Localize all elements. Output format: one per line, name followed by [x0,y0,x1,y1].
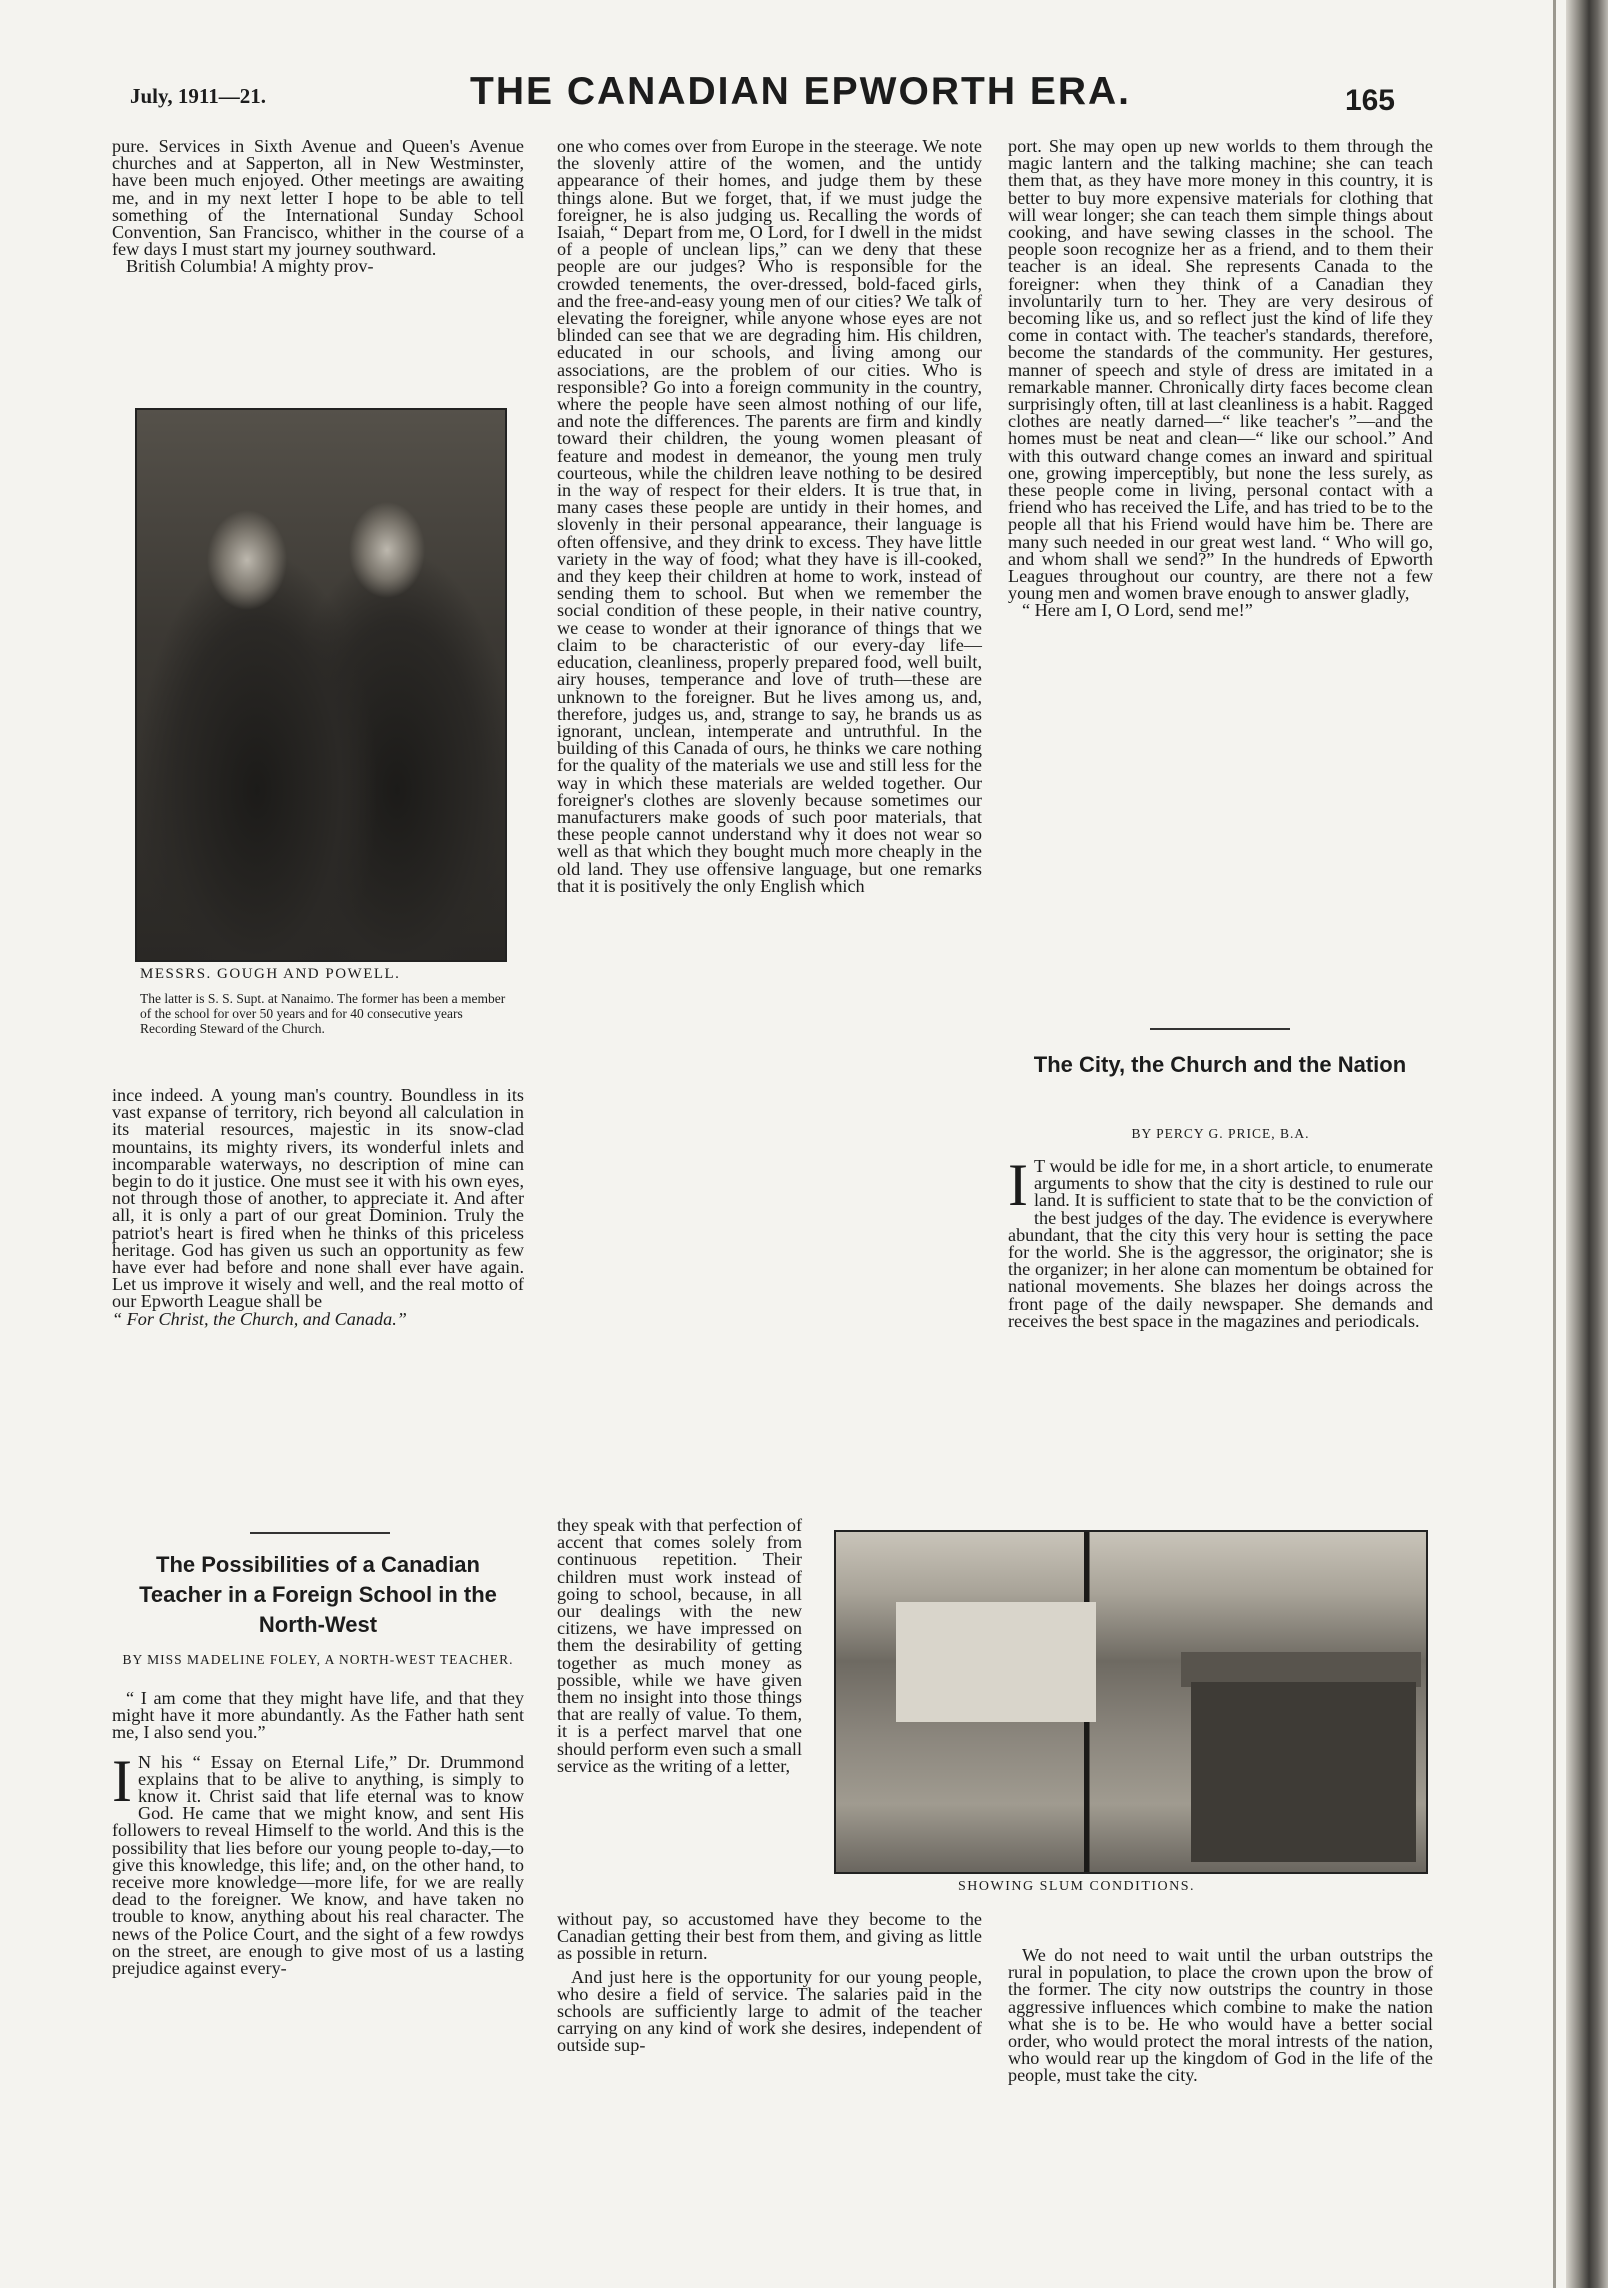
drop-cap: I [1008,1152,1028,1218]
article-body [1008,1152,1433,1331]
col2-narrow-text: they speak with that perfection of accent that comes solely from continuous repetition. Their children must work instead of going to school, because, in all our dealings with the new citizens, we have impressed on them the desirability of getting together as much money as possible, while we have given them no insight into those things that are really of value. To them, it is a perfect marvel that one should perform even such a small service as the writing of a letter, [557,1515,802,1776]
article-byline: BY PERCY G. PRICE, B.A. [1131,1126,1310,1141]
column-1 [112,138,524,276]
divider [1150,1028,1290,1030]
column-2-bottom [557,1911,982,2055]
col1-paragraph: British Columbia! A mighty prov- [126,256,374,277]
column-3 [1008,138,1433,620]
slum-photo-caption: SHOWING SLUM CONDITIONS. [958,1879,1196,1894]
closing-quote: “ Here am I, O Lord, send me!” [1022,600,1253,621]
column-3-bottom [1008,1947,1433,2085]
portrait-photo [135,408,507,962]
col2-paragraph: And just here is the opportunity for our young people, who desire a field of service. The salaries paid in the schools are sufficiently large to admit of the teacher carrying on any kind of work she desires, independent of outside sup- [557,1966,982,2056]
article-body [112,1690,524,1977]
article-body-text: N his “ Essay on Eternal Life,” Dr. Drummond explains that to be alive to anything, is simply to know it. Christ said that life eternal was to know God. He came that we might know, and sent His followers to reveal Himself to the world. And this is the possibility that lies before our young people to-day,—to give this knowledge, this life; and, on the other hand, to receive more knowledge—more life, for we are really dead to the foreigner. We know, and have taken no trouble to know, anything about his real character. The news of the Police Court, and the sight of a few rowdys on the street, are enough to give most of us a lasting prejudice against every- [112,1751,524,1979]
publication-title: THE CANADIAN EPWORTH ERA. [470,70,1131,113]
league-motto: “ For Christ, the Church, and Canada.” [112,1308,407,1329]
col2-paragraph: without pay, so accustomed have they become to the Canadian getting their best from them, and giving as little as possible in return. [557,1909,982,1964]
epigraph: “ I am come that they might have life, and that they might have it more abundantly. As the Father hath sent me, I also send you.” [112,1688,524,1743]
col2-paragraph: one who comes over from Europe in the steerage. We note the slovenly attire of the women, and the untidy appearance of their homes, and judge them by these things alone. But we forget, that, if we must judge the foreigner, he is also judging us. Recalling the words of Isaiah, “ Depart from me, O Lord, for I dwell in the midst of a people of unclean lips,” can we deny that these people are our judges? Who is responsible for the crowded tenements, the over-dressed, bold-faced girls, and the free-and-easy young men of our cities? We talk of elevating the foreigner, while anyone whose eyes are not blinded can see that we are degrading him. His children, educated in our schools, and living among our associations, are the problem of our cities. Who is responsible? Go into a foreign community in the country, where the people have seen almost nothing of our life, and note the differences. The parents are firm and kindly toward their children, the young women pleasant of feature and modest in demeanor, the young men truly courteous, while the children leave nothing to be desired in the way of respect for their elders. It is true that, in many cases these people are untidy in their homes, and slovenly in their personal appearance, their language is often offensive, and they drink to excess. They have little variety in the way of food; what they have is ill-cooked, and they keep their children at home to work, instead of sending them to school. But when we remember the social condition of these people, in their native country, we cease to wonder at their ignorance of things that we claim to be characteristic of our every-day life—education, cleanliness, properly prepared food, well built, airy houses, temperance and love of truth—these are unknown to the foreigner. But he lives among us, and, therefore, judges us, and, strange to say, he brands us as ignorant, unclean, intemperate and untruthful. In the building of this Canada of ours, he thinks we care nothing for the quality of the materials we use and still less for the way in which these materials are welded together. Our foreigner's clothes are slovenly because sometimes our manufacturers make goods of such poor materials, that these people cannot understand why it does not wear so well as that which they bought much more cheaply in the old land. They use offensive language, but one remarks that it is positively the only English which [557,136,982,896]
portrait-caption-title: MESSRS. GOUGH AND POWELL. [140,966,401,982]
book-binding [1566,0,1608,2288]
page-number: 165 [1344,84,1395,117]
article-paragraph [1008,1152,1433,1331]
article-byline: BY MISS MADELINE FOLEY, A NORTH-WEST TEACHER. [122,1652,514,1667]
portrait-caption-text: The latter is S. S. Supt. at Nanaimo. The former has been a member of the school for over 50 years and for 40 consecutive years Recording Steward of the Church. [140,991,506,1036]
col1-paragraph: pure. Services in Sixth Avenue and Queen's Avenue churches and at Sapperton, all in New Westminster, have been much enjoyed. Other meetings are awaiting me, and in my next letter I hope to be able to tell something of the International Sunday School Convention, San Francisco, whither in the course of a few days I must start my journey southward. [112,136,524,260]
article-title: The City, the Church and the Nation [1033,1052,1407,1077]
issue-date: July, 1911—21. [130,84,266,108]
col3-paragraph: We do not need to wait until the urban outstrips the rural in population, to place the crown upon the brow of the former. The city now outstrips the country in those aggressive influences which combine to make the nation what she is to be. He who would have a better social order, who would protect the moral intrests of the nation, who would rear up the kingdom of God in the life of the people, must take the city. [1008,1945,1433,2086]
col3-paragraph: port. She may open up new worlds to them through the magic lantern and the talking machine; she can teach them that, as they have more money in this country, it is better to buy more expensive materials for clothing that will wear longer; she can teach them simple things about cooking, and have sewing classes in the school. The people soon recognize her as a friend, and to them their teacher is an ideal. She represents Canada to the foreigner: when they think of a Canadian they involuntarily turn to her. They are very desirous of becoming like us, and so reflect just the kind of life they come in contact with. The teacher's standards, therefore, become the standards of the community. Her gestures, manner of speech and style of dress are imitated in a remarkable manner. Chronically dirty faces become clean surprisingly often, till at last cleanliness is a habit. Ragged clothes are neatly darned—“ like teacher's ”—and the homes must be neat and clean—“ like our school.” And with this outward change comes an inward and spiritual one, growing imperceptibly, but none the less surely, as these people come in living, personal contact with a friend who has received the Life, and has tried to be to the people all that his Friend would have him be. There are many such needed in our great west land. “ Who will go, and whom shall we send?” In the hundreds of Epworth Leagues throughout our country, are there not a few young men and women brave enough to answer gladly, [1008,136,1433,604]
article-title: The Possibilities of a Canadian Teacher in a Foreign School in the North-West [139,1552,497,1637]
binding-line [1553,0,1556,2288]
building-shape [896,1602,1096,1722]
divider [250,1532,390,1534]
column-2-narrow [557,1517,802,1775]
page-header [125,70,1425,130]
building-shape [1191,1682,1416,1862]
slum-photo [834,1530,1428,1874]
col1-continuation: ince indeed. A young man's country. Boundless in its vast expanse of territory, rich beyond all calculation in its material resources, majestic in its snow-clad mountains, its mighty rivers, its wonderful inlets and incomparable waterways, no description of mine can begin to do it justice. One must see it with his own eyes, not through those of another, to appreciate it. And after all, it is only a part of our great Dominion. Truly the patriot's heart is fired when he thinks of this priceless heritage. God has given us such an opportunity as few have ever had before and none shall ever have again. Let us improve it wisely and well, and the real motto of our Epworth League shall be [112,1085,524,1312]
column-2 [557,138,982,895]
article-paragraph [112,1747,524,1979]
article-body-text: T would be idle for me, in a short article, to enumerate arguments to show that the city is destined to rule our land. It is sufficient to state that to be the conviction of the best judges of the day. The evidence is everywhere abundant, that the city this very hour is setting the pace for the world. She is the aggressor, the originator; she is the organizer; in her alone can momentum be obtained for national movements. She blazes her doings across the front page of the daily newspaper. She demands and receives the best space in the magazines and periodicals. [1008,1156,1433,1331]
drop-cap: I [112,1747,132,1814]
column-1-continued [112,1087,524,1328]
portrait-caption [140,966,510,1036]
